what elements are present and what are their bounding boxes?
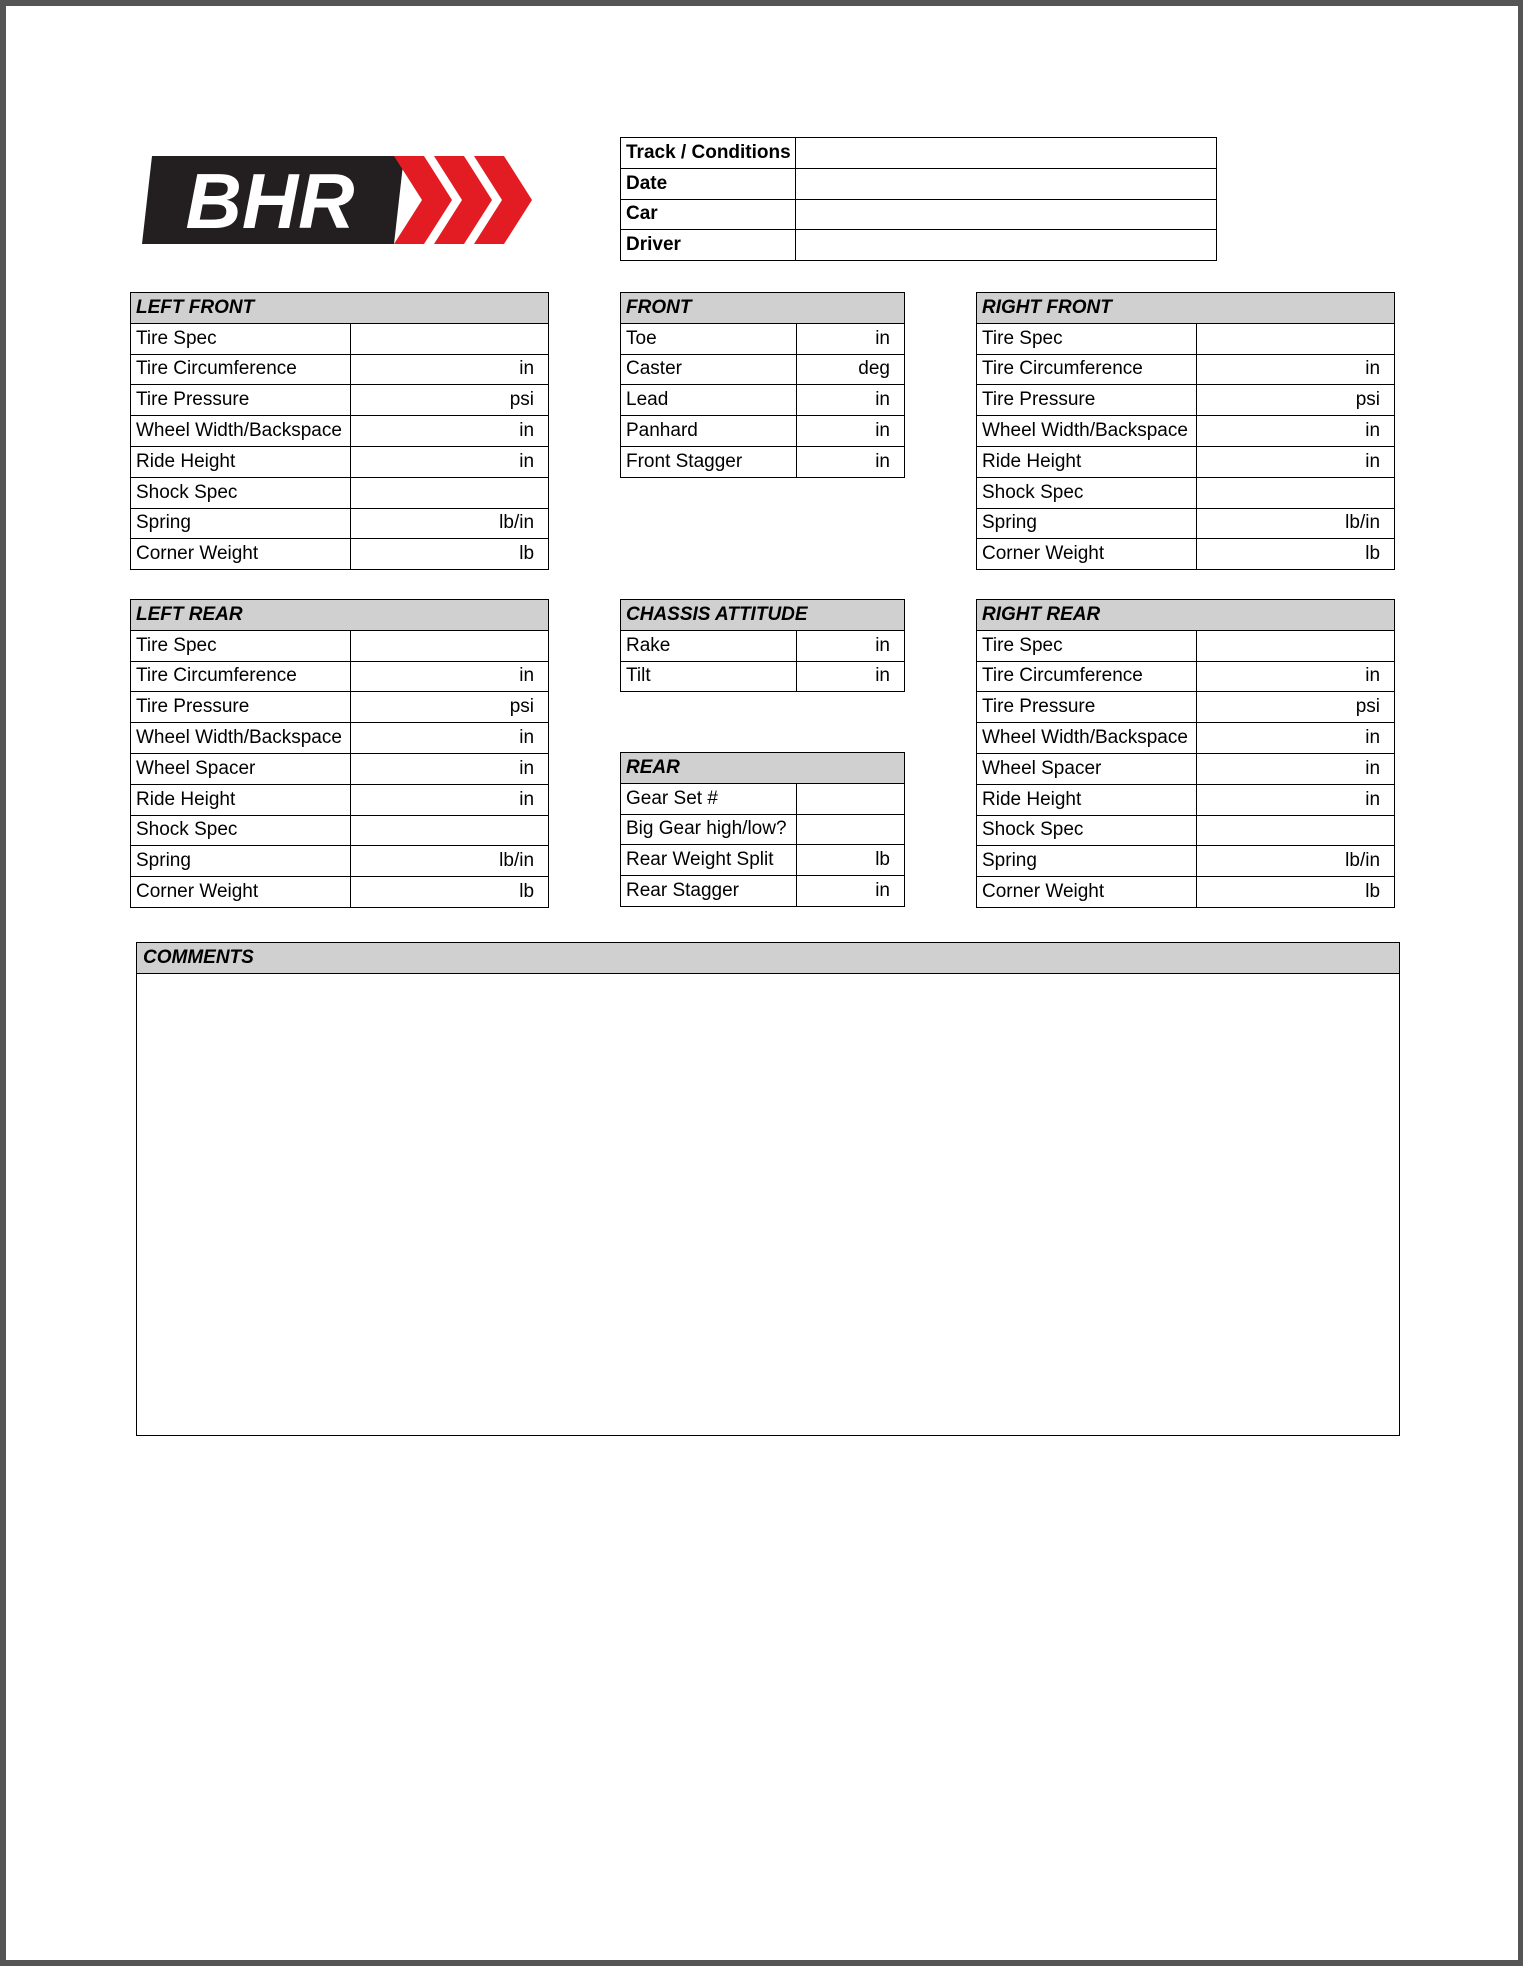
value-field[interactable]: in <box>351 784 549 815</box>
table-row <box>621 630 905 661</box>
row-label: Tire Spec <box>131 323 351 354</box>
row-label: Tire Spec <box>131 630 351 661</box>
table-row <box>977 877 1395 908</box>
value-field[interactable]: lb <box>1197 539 1395 570</box>
table-row <box>131 539 549 570</box>
table-row <box>977 630 1395 661</box>
row-label: Corner Weight <box>131 877 351 908</box>
row-label: Tire Circumference <box>977 354 1197 385</box>
table-row <box>131 815 549 846</box>
table-row <box>977 323 1395 354</box>
row-label: Panhard <box>621 416 797 447</box>
value-field[interactable] <box>1197 477 1395 508</box>
value-field[interactable]: in <box>351 753 549 784</box>
row-label: Tire Pressure <box>977 692 1197 723</box>
table-row <box>621 323 905 354</box>
row-label: Ride Height <box>131 784 351 815</box>
section-header-row <box>131 293 549 324</box>
table-row <box>131 877 549 908</box>
row-label: Spring <box>131 846 351 877</box>
value-field[interactable]: psi <box>1197 692 1395 723</box>
table-row <box>977 661 1395 692</box>
row-label: Gear Set # <box>621 783 797 814</box>
section-header-row <box>977 293 1395 324</box>
front-table <box>620 292 905 478</box>
info-label: Car <box>621 199 796 230</box>
value-field[interactable]: in <box>1197 753 1395 784</box>
table-row <box>621 446 905 477</box>
value-field[interactable] <box>351 630 549 661</box>
value-field[interactable]: lb <box>797 845 905 876</box>
left-front-table <box>130 292 549 570</box>
info-row <box>621 168 1217 199</box>
table-row <box>621 354 905 385</box>
table-row <box>621 385 905 416</box>
row-label: Corner Weight <box>977 539 1197 570</box>
value-field[interactable]: lb/in <box>351 508 549 539</box>
value-field[interactable]: lb <box>351 539 549 570</box>
value-field[interactable]: lb/in <box>1197 508 1395 539</box>
section-title: REAR <box>621 753 905 784</box>
table-row <box>977 723 1395 754</box>
value-field[interactable] <box>1197 630 1395 661</box>
table-row <box>621 416 905 447</box>
table-row <box>977 753 1395 784</box>
table-row <box>131 661 549 692</box>
row-label: Rake <box>621 630 797 661</box>
section-title: RIGHT REAR <box>977 600 1395 631</box>
comments-box[interactable] <box>136 942 1400 1436</box>
info-row <box>621 230 1217 261</box>
row-label: Wheel Width/Backspace <box>977 723 1197 754</box>
value-field[interactable]: in <box>1197 354 1395 385</box>
row-label: Tire Pressure <box>131 385 351 416</box>
table-row <box>977 416 1395 447</box>
row-label: Spring <box>977 508 1197 539</box>
section-title: RIGHT FRONT <box>977 293 1395 324</box>
section-title: LEFT FRONT <box>131 293 549 324</box>
right-front-table <box>976 292 1395 570</box>
section-title: FRONT <box>621 293 905 324</box>
table-row <box>131 416 549 447</box>
table-row <box>977 815 1395 846</box>
value-field[interactable]: in <box>351 723 549 754</box>
value-field[interactable]: psi <box>1197 385 1395 416</box>
table-row <box>621 661 905 692</box>
table-row <box>977 477 1395 508</box>
row-label: Wheel Width/Backspace <box>131 723 351 754</box>
row-label: Caster <box>621 354 797 385</box>
value-field[interactable]: in <box>1197 446 1395 477</box>
value-field[interactable] <box>351 477 549 508</box>
info-value-field[interactable] <box>796 138 1217 169</box>
row-label: Rear Stagger <box>621 876 797 907</box>
table-row <box>621 876 905 907</box>
row-label: Ride Height <box>131 446 351 477</box>
table-row <box>131 753 549 784</box>
table-row <box>131 692 549 723</box>
value-field[interactable] <box>1197 323 1395 354</box>
value-field[interactable]: psi <box>351 692 549 723</box>
row-label: Wheel Spacer <box>977 753 1197 784</box>
setup-sheet-page <box>6 6 1518 1960</box>
value-field[interactable]: in <box>797 323 905 354</box>
info-value-field[interactable] <box>796 230 1217 261</box>
value-field[interactable]: deg <box>797 354 905 385</box>
row-label: Wheel Width/Backspace <box>977 416 1197 447</box>
table-row <box>131 784 549 815</box>
table-row <box>131 323 549 354</box>
value-field[interactable] <box>351 815 549 846</box>
table-row <box>977 508 1395 539</box>
table-row <box>977 354 1395 385</box>
row-label: Spring <box>977 846 1197 877</box>
right-rear-table <box>976 599 1395 908</box>
row-label: Ride Height <box>977 784 1197 815</box>
info-table <box>620 137 1217 261</box>
value-field[interactable]: in <box>1197 784 1395 815</box>
info-row <box>621 199 1217 230</box>
table-row <box>131 630 549 661</box>
bhr-logo <box>142 156 532 250</box>
table-row <box>621 845 905 876</box>
row-label: Wheel Width/Backspace <box>131 416 351 447</box>
row-label: Toe <box>621 323 797 354</box>
value-field[interactable]: in <box>797 446 905 477</box>
info-label: Driver <box>621 230 796 261</box>
table-row <box>131 385 549 416</box>
row-label: Shock Spec <box>131 477 351 508</box>
value-field[interactable]: in <box>797 416 905 447</box>
info-label: Date <box>621 168 796 199</box>
table-row <box>977 539 1395 570</box>
row-label: Shock Spec <box>977 815 1197 846</box>
table-row <box>977 692 1395 723</box>
section-header-row <box>131 600 549 631</box>
value-field[interactable] <box>797 783 905 814</box>
info-row <box>621 138 1217 169</box>
table-row <box>131 508 549 539</box>
row-label: Shock Spec <box>977 477 1197 508</box>
table-row <box>621 814 905 845</box>
row-label: Tilt <box>621 661 797 692</box>
row-label: Ride Height <box>977 446 1197 477</box>
table-row <box>131 477 549 508</box>
table-row <box>131 446 549 477</box>
value-field[interactable] <box>797 814 905 845</box>
table-row <box>977 446 1395 477</box>
row-label: Big Gear high/low? <box>621 814 797 845</box>
row-label: Tire Spec <box>977 323 1197 354</box>
value-field[interactable]: psi <box>351 385 549 416</box>
table-row <box>621 783 905 814</box>
row-label: Tire Circumference <box>131 354 351 385</box>
rear-table <box>620 752 905 907</box>
section-header-row <box>621 293 905 324</box>
value-field[interactable]: in <box>351 354 549 385</box>
row-label: Tire Pressure <box>977 385 1197 416</box>
row-label: Tire Spec <box>977 630 1197 661</box>
info-label: Track / Conditions <box>621 138 796 169</box>
value-field[interactable]: in <box>797 630 905 661</box>
value-field[interactable] <box>1197 815 1395 846</box>
row-label: Tire Circumference <box>131 661 351 692</box>
value-field[interactable]: in <box>797 385 905 416</box>
value-field[interactable]: lb/in <box>351 846 549 877</box>
section-header-row <box>977 600 1395 631</box>
value-field[interactable]: lb <box>1197 877 1395 908</box>
row-label: Wheel Spacer <box>131 753 351 784</box>
value-field[interactable]: lb/in <box>1197 846 1395 877</box>
comments-header: COMMENTS <box>137 943 1399 974</box>
value-field[interactable]: in <box>797 661 905 692</box>
row-label: Corner Weight <box>131 539 351 570</box>
row-label: Lead <box>621 385 797 416</box>
value-field[interactable]: in <box>1197 723 1395 754</box>
left-rear-table <box>130 599 549 908</box>
row-label: Shock Spec <box>131 815 351 846</box>
table-row <box>977 784 1395 815</box>
row-label: Tire Circumference <box>977 661 1197 692</box>
row-label: Corner Weight <box>977 877 1197 908</box>
value-field[interactable] <box>351 323 549 354</box>
row-label: Front Stagger <box>621 446 797 477</box>
value-field[interactable]: in <box>1197 416 1395 447</box>
row-label: Tire Pressure <box>131 692 351 723</box>
table-row <box>131 354 549 385</box>
section-title: CHASSIS ATTITUDE <box>621 600 905 631</box>
row-label: Rear Weight Split <box>621 845 797 876</box>
value-field[interactable]: lb <box>351 877 549 908</box>
info-value-field[interactable] <box>796 199 1217 230</box>
row-label: Spring <box>131 508 351 539</box>
section-header-row <box>621 753 905 784</box>
value-field[interactable]: in <box>351 416 549 447</box>
table-row <box>131 723 549 754</box>
table-row <box>977 385 1395 416</box>
chassis-attitude-table <box>620 599 905 692</box>
value-field[interactable]: in <box>351 661 549 692</box>
section-title: LEFT REAR <box>131 600 549 631</box>
value-field[interactable]: in <box>1197 661 1395 692</box>
section-header-row <box>621 600 905 631</box>
table-row <box>131 846 549 877</box>
table-row <box>977 846 1395 877</box>
value-field[interactable]: in <box>351 446 549 477</box>
value-field[interactable]: in <box>797 876 905 907</box>
logo-text: BHR <box>185 157 355 245</box>
info-value-field[interactable] <box>796 168 1217 199</box>
